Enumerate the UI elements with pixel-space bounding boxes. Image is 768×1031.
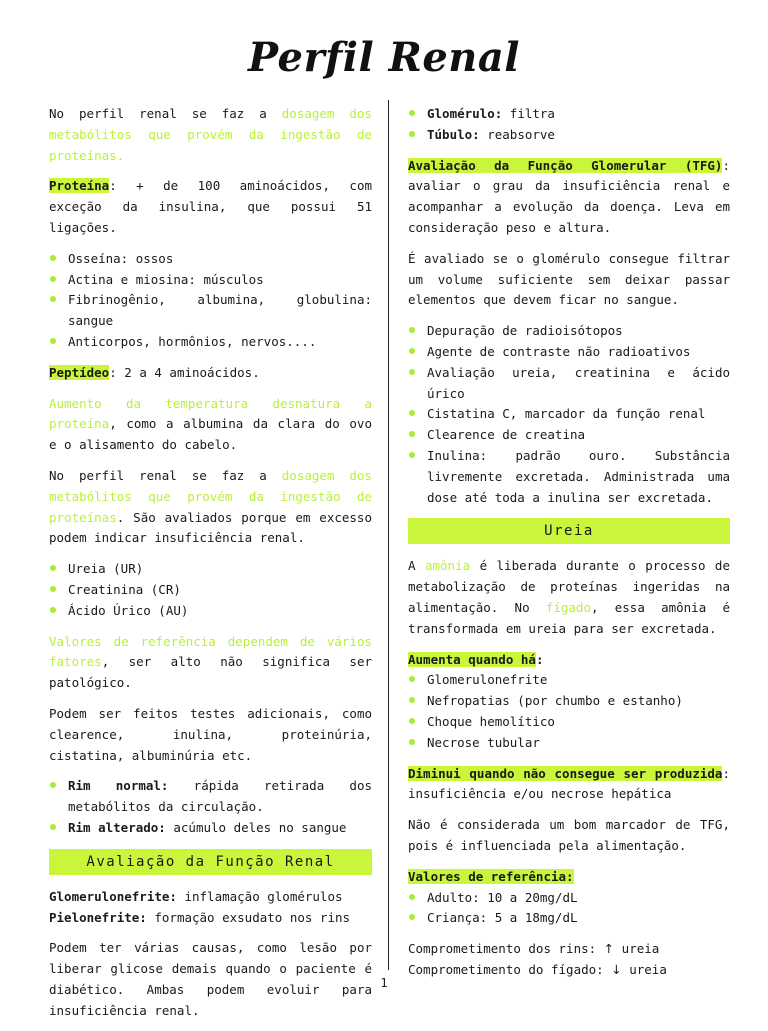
tfg-label: Avaliação da Função Glomerular (TFG)	[408, 157, 723, 173]
valores-label: Valores de referência:	[408, 868, 574, 884]
function-list	[408, 104, 730, 146]
list-item: Choque hemolítico	[408, 712, 730, 733]
list-item	[408, 125, 730, 146]
reference-text: , ser alto não significa ser patológico.	[49, 654, 372, 691]
valores-list	[408, 888, 730, 930]
column-divider	[388, 100, 389, 970]
glomerulo-label: Glomérulo:	[427, 106, 503, 121]
intro-text: No perfil renal se faz a	[49, 106, 282, 121]
aumenta-list	[408, 670, 730, 753]
comprometimento-rins	[408, 939, 730, 960]
list-item: Glomerulonefrite	[408, 670, 730, 691]
aumenta-label: Aumenta quando há	[408, 651, 536, 667]
list-item: Osseína: ossos	[49, 249, 372, 270]
glomerulonefrite-line	[49, 887, 372, 908]
protein-list	[49, 249, 372, 353]
comp-rins-text: Comprometimento dos rins:	[408, 941, 604, 957]
left-column	[49, 104, 372, 1031]
temperature-highlight: Aumento da temperatura desnatura a proteína	[49, 395, 372, 432]
list-item: Fibrinogênio, albumina, globulina: sangue	[49, 290, 372, 332]
list-item: Inulina: padrão ouro. Substância livremente excretada. Administrada uma dose até toda a inulina ser excretada.	[408, 446, 730, 508]
list-item: Cistatina C, marcador da função renal	[408, 404, 730, 425]
list-item: Creatinina (CR)	[49, 580, 372, 601]
tests-paragraph: Podem ser feitos testes adicionais, como clearence, inulina, proteinúria, cistatina, albuminúria etc.	[49, 705, 372, 763]
marker-paragraph: Não é considerada um bom marcador de TFG, pois é influenciada pela alimentação.	[408, 817, 730, 853]
peptideo-label: Peptídeo	[49, 364, 110, 380]
peptideo-text: : 2 a 4 aminoácidos.	[109, 364, 260, 380]
list-item: Clearence de creatina	[408, 425, 730, 446]
ureia-text-2: é liberada durante o processo de metabolização de proteínas ingeridas na alimentação. No	[408, 558, 730, 615]
tubulo-text: reabsorve	[479, 126, 555, 142]
kidney-altered-label: Rim alterado:	[68, 819, 166, 835]
kidney-normal-text: rápida retirada dos metabólitos da circulação.	[68, 778, 372, 815]
intro2-after: . São avaliados porque em excesso podem indicar insuficiência renal.	[49, 509, 372, 546]
list-item: Ureia (UR)	[49, 559, 372, 580]
glomerulonefrite-text: inflamação glomérulos	[176, 888, 343, 904]
kidney-altered-text: acúmulo deles no sangue	[165, 819, 347, 835]
pielonefrite-text: formação exsudato nos rins	[146, 909, 351, 925]
list-item: Avaliação ureia, creatinina e ácido úrico	[408, 363, 730, 405]
aumenta-heading	[408, 650, 730, 671]
right-column	[408, 104, 730, 981]
list-item: Depuração de radioisótopos	[408, 321, 730, 342]
list-item: Agente de contraste não radioativos	[408, 342, 730, 363]
list-item	[408, 104, 730, 125]
list-item	[49, 776, 372, 818]
ureia-paragraph	[408, 556, 730, 639]
section-header-ureia: Ureia	[408, 518, 730, 544]
temperature-text: , como a albumina da clara do ovo e o alisamento do cabelo.	[49, 416, 372, 453]
arrow-down-icon: ↓	[611, 961, 622, 977]
ureia-text-3: , essa amônia é transformada em ureia para ser excretada.	[408, 599, 730, 636]
comp-rins-after: ureia	[614, 941, 660, 957]
intro2-paragraph	[49, 466, 372, 549]
tfg-paragraph	[408, 156, 730, 239]
tfg-text-paragraph: É avaliado se o glomérulo consegue filtrar um volume suficiente sem deixar passar elementos que devem ficar no sangue.	[408, 250, 730, 308]
metabolite-list	[49, 559, 372, 621]
proteina-paragraph	[49, 176, 372, 238]
aumenta-colon: :	[535, 651, 544, 667]
comp-figado-text: Comprometimento do fígado:	[408, 961, 612, 977]
figado-highlight: fígado	[545, 599, 591, 615]
comp-figado-after: ureia	[621, 961, 667, 977]
intro2-highlight: dosagem dos metabólitos que provém da ingestão de proteínas	[49, 467, 372, 525]
amonia-highlight: amônia	[424, 558, 471, 574]
diminui-paragraph	[408, 764, 730, 806]
ureia-text-1: A	[408, 558, 425, 574]
kidney-list	[49, 776, 372, 838]
page-number: 1	[380, 976, 388, 990]
intro2-text: No perfil renal se faz a	[49, 467, 282, 483]
temperature-paragraph	[49, 394, 372, 456]
pielonefrite-label: Pielonefrite:	[49, 909, 147, 925]
list-item: Ácido Úrico (AU)	[49, 601, 372, 622]
proteina-label: Proteína	[49, 178, 110, 194]
glomerulo-text: filtra	[502, 106, 555, 121]
proteina-text: : + de 100 aminoácidos, com exceção da insulina, que possui 51 ligações.	[49, 178, 372, 235]
kidney-normal-label: Rim normal:	[68, 778, 169, 794]
list-item: Anticorpos, hormônios, nervos....	[49, 332, 372, 353]
list-item: Actina e miosina: músculos	[49, 270, 372, 291]
pielonefrite-line	[49, 908, 372, 929]
valores-heading	[408, 867, 730, 888]
tfg-text: : avaliar o grau da insuficiência renal e acompanhar a evolução da doença. Leva em consideração peso e altura.	[408, 157, 730, 235]
reference-paragraph	[49, 632, 372, 694]
glomerulonefrite-label: Glomerulonefrite:	[49, 888, 177, 904]
section-header-funcao-renal: Avaliação da Função Renal	[49, 849, 372, 875]
diminui-label: Diminui quando não consegue ser produzida	[408, 765, 723, 781]
intro-highlight: dosagem dos metabólitos que provém da ingestão de proteínas.	[49, 106, 372, 163]
arrow-up-icon: ↑	[603, 941, 615, 957]
peptideo-paragraph	[49, 363, 372, 384]
list-item	[49, 818, 372, 839]
tubulo-label: Túbulo:	[427, 126, 480, 142]
methods-list	[408, 321, 730, 508]
list-item: Necrose tubular	[408, 733, 730, 754]
intro-paragraph	[49, 104, 372, 166]
causes-paragraph: Podem ter várias causas, como lesão por liberar glicose demais quando o paciente é diabético. Ambas podem evoluir para insuficiência renal.	[49, 940, 372, 1018]
list-item: Adulto: 10 a 20mg/dL	[408, 888, 730, 909]
list-item: Nefropatias (por chumbo e estanho)	[408, 691, 730, 712]
list-item: Criança: 5 a 18mg/dL	[408, 908, 730, 929]
diminui-text: : insuficiência e/ou necrose hepática	[408, 765, 730, 802]
page-title: Perfil Renal	[248, 34, 520, 81]
reference-highlight: Valores de referência dependem de vários fatores	[49, 633, 372, 670]
definitions	[49, 887, 372, 929]
